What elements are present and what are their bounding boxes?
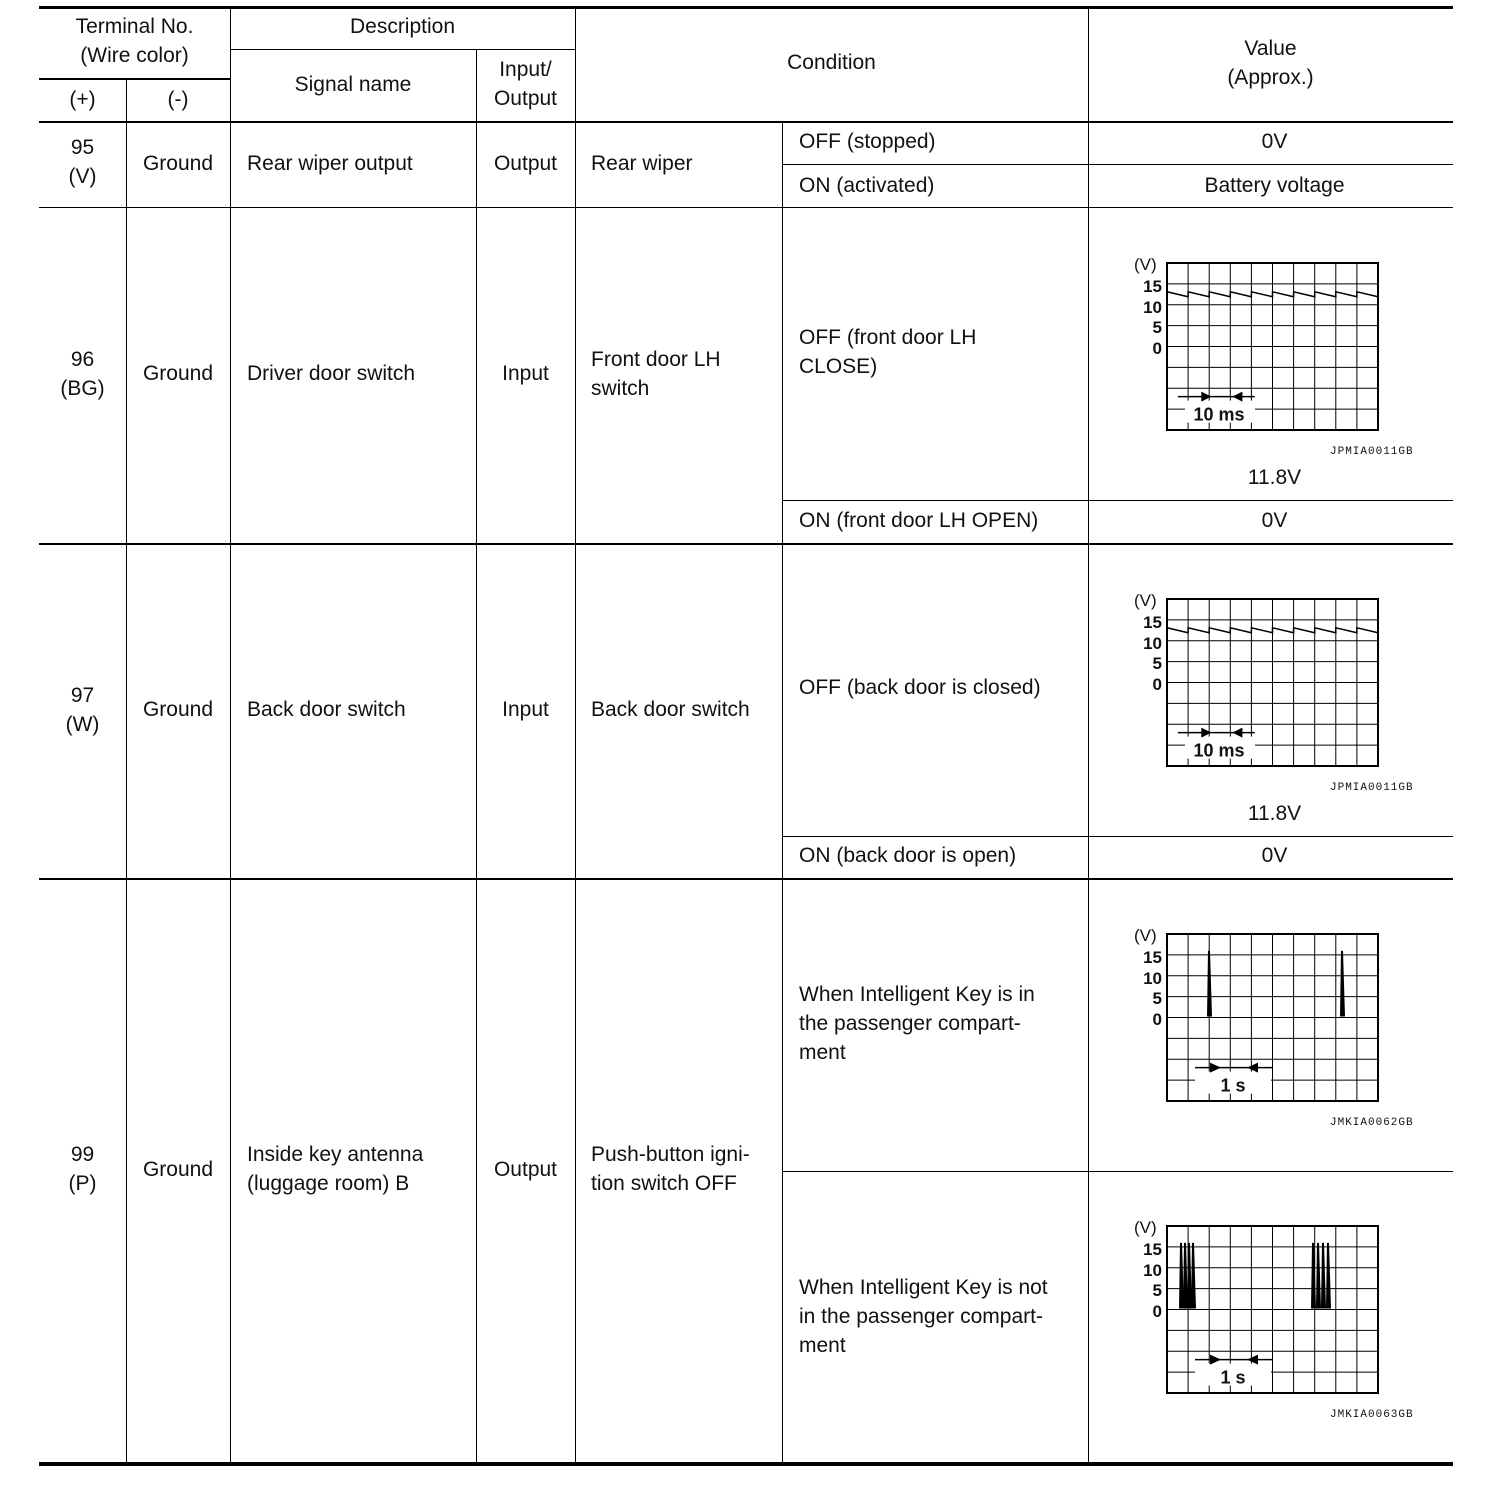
header-minus: (-): [167, 88, 189, 111]
header-approx: (Approx.): [1227, 66, 1314, 89]
state-97-off: OFF (back door is closed): [799, 676, 1041, 699]
ground-95: Ground: [142, 152, 214, 175]
state-96-on: ON (front door LH OPEN): [799, 509, 1039, 532]
unit-label: (V): [1134, 255, 1157, 274]
signal-trace: [1167, 628, 1378, 633]
signal-spike: [1208, 951, 1211, 1017]
header-plus: (+): [69, 88, 96, 111]
header-condition: Condition: [787, 51, 876, 74]
signal-99: Inside key antenna (luggage room) B: [247, 1143, 424, 1195]
figure-code-99-in: JMKIA0062GB: [1330, 1117, 1414, 1129]
ground-97: Ground: [142, 698, 214, 721]
signal-spike: [1327, 1243, 1330, 1309]
unit-label: (V): [1134, 591, 1157, 610]
condition-96: Front door LH switch: [591, 348, 721, 400]
table-top-border: [39, 6, 1453, 9]
header-value: Value: [1244, 37, 1297, 60]
rule-description-sub: [230, 49, 575, 50]
state-96-off: OFF (front door LH CLOSE): [799, 326, 977, 378]
scale-label: 1 s: [1220, 1075, 1246, 1096]
signal-95: Rear wiper output: [247, 152, 413, 175]
terminal-96: 96 (BG): [60, 348, 105, 400]
rule-95-sub: [783, 164, 1453, 165]
y-tick-label: 10: [1143, 634, 1162, 653]
io-95: Output: [493, 152, 558, 175]
y-tick-label: 0: [1152, 339, 1162, 358]
signal-spike: [1184, 1243, 1187, 1309]
y-tick-label: 0: [1152, 1302, 1162, 1321]
terminal-95: 95 (V): [68, 136, 97, 188]
col-rule-io: [575, 6, 576, 1462]
terminal-99: 99 (P): [68, 1143, 97, 1195]
signal-spike: [1192, 1243, 1195, 1309]
condition-97: Back door switch: [591, 698, 750, 721]
table-bottom-border: [39, 1462, 1453, 1466]
value-96-off: 11.8V: [1247, 466, 1302, 489]
y-tick-label: 10: [1143, 1261, 1162, 1280]
scale-arrow-left: [1210, 1063, 1221, 1073]
col-rule-minus: [230, 6, 231, 1462]
signal-spike: [1322, 1243, 1325, 1309]
y-tick-label: 15: [1143, 277, 1162, 296]
scale-arrow-left: [1210, 1355, 1221, 1365]
header-bottom-border: [39, 121, 1453, 123]
scale-label: 1 s: [1220, 1367, 1246, 1388]
state-97-on: ON (back door is open): [799, 844, 1017, 867]
signal-96: Driver door switch: [247, 362, 416, 385]
header-input-output: Input/ Output: [493, 58, 558, 110]
header-signal-name: Signal name: [294, 73, 412, 96]
y-tick-label: 15: [1143, 613, 1162, 632]
value-95-on: Battery voltage: [1204, 174, 1345, 197]
header-terminal-no: Terminal No.: [75, 15, 194, 38]
y-tick-label: 5: [1152, 654, 1162, 673]
signal-spike: [1188, 1243, 1191, 1309]
value-97-off: 11.8V: [1247, 802, 1302, 825]
condition-99: Push-button igni- tion switch OFF: [591, 1143, 750, 1195]
value-96-on: 0V: [1261, 509, 1288, 532]
y-tick-label: 10: [1143, 298, 1162, 317]
scale-arrow-right: [1247, 1355, 1258, 1365]
state-99-key-in: When Intelligent Key is in the passenger compart- ment: [799, 983, 1035, 1064]
y-tick-label: 0: [1152, 675, 1162, 694]
y-tick-label: 5: [1152, 989, 1162, 1008]
signal-spike: [1317, 1243, 1320, 1309]
scale-arrow-right: [1232, 392, 1242, 402]
y-tick-label: 15: [1143, 1240, 1162, 1259]
y-tick-label: 10: [1143, 969, 1162, 988]
io-97: Input: [502, 698, 549, 721]
y-tick-label: 0: [1152, 1010, 1162, 1029]
waveform-96-off: [1126, 248, 1386, 438]
unit-label: (V): [1134, 1218, 1157, 1237]
state-95-on: ON (activated): [799, 174, 935, 197]
waveform-97-off: [1126, 584, 1386, 774]
scale-arrow-left: [1201, 392, 1211, 402]
scale-label: 10 ms: [1193, 404, 1245, 425]
col-rule-signal: [476, 49, 477, 1462]
condition-95: Rear wiper: [591, 152, 693, 175]
scale-arrow-right: [1232, 728, 1242, 738]
value-97-on: 0V: [1261, 844, 1288, 867]
figure-code-97: JPMIA0011GB: [1330, 782, 1414, 794]
signal-spike: [1180, 1243, 1183, 1309]
scale-label: 10 ms: [1193, 740, 1245, 761]
io-96: Input: [502, 362, 549, 385]
y-tick-label: 15: [1143, 948, 1162, 967]
rule-row-95: [39, 207, 1453, 208]
unit-label: (V): [1134, 926, 1157, 945]
figure-code-99-out: JMKIA0063GB: [1330, 1409, 1414, 1421]
ground-99: Ground: [142, 1158, 214, 1181]
rule-97-sub: [783, 836, 1453, 837]
figure-code-96: JPMIA0011GB: [1330, 446, 1414, 458]
signal-97: Back door switch: [247, 698, 406, 721]
col-rule-plus: [126, 80, 127, 1462]
ground-96: Ground: [142, 362, 214, 385]
waveform-99-key-out: [1126, 1211, 1386, 1401]
rule-row-97: [39, 878, 1453, 880]
io-99: Output: [493, 1158, 558, 1181]
scale-arrow-right: [1247, 1063, 1258, 1073]
y-tick-label: 5: [1152, 1281, 1162, 1300]
col-rule-condition: [782, 121, 783, 1462]
rule-99-sub: [783, 1171, 1453, 1172]
rule-96-sub: [783, 500, 1453, 501]
rule-row-96: [39, 543, 1453, 545]
y-tick-label: 5: [1152, 318, 1162, 337]
signal-trace: [1167, 292, 1378, 297]
state-95-off: OFF (stopped): [799, 130, 936, 153]
terminal-97: 97 (W): [65, 684, 100, 736]
value-95-off: 0V: [1261, 130, 1288, 153]
scale-arrow-left: [1201, 728, 1211, 738]
waveform-99-key-in: [1126, 919, 1386, 1109]
rule-terminal-sub: [39, 78, 230, 80]
header-description: Description: [349, 15, 456, 38]
state-99-key-out: When Intelligent Key is not in the passenger compart- ment: [799, 1276, 1048, 1357]
col-rule-value: [1088, 6, 1089, 1462]
signal-spike: [1341, 951, 1344, 1017]
header-wire-color: (Wire color): [80, 44, 189, 67]
